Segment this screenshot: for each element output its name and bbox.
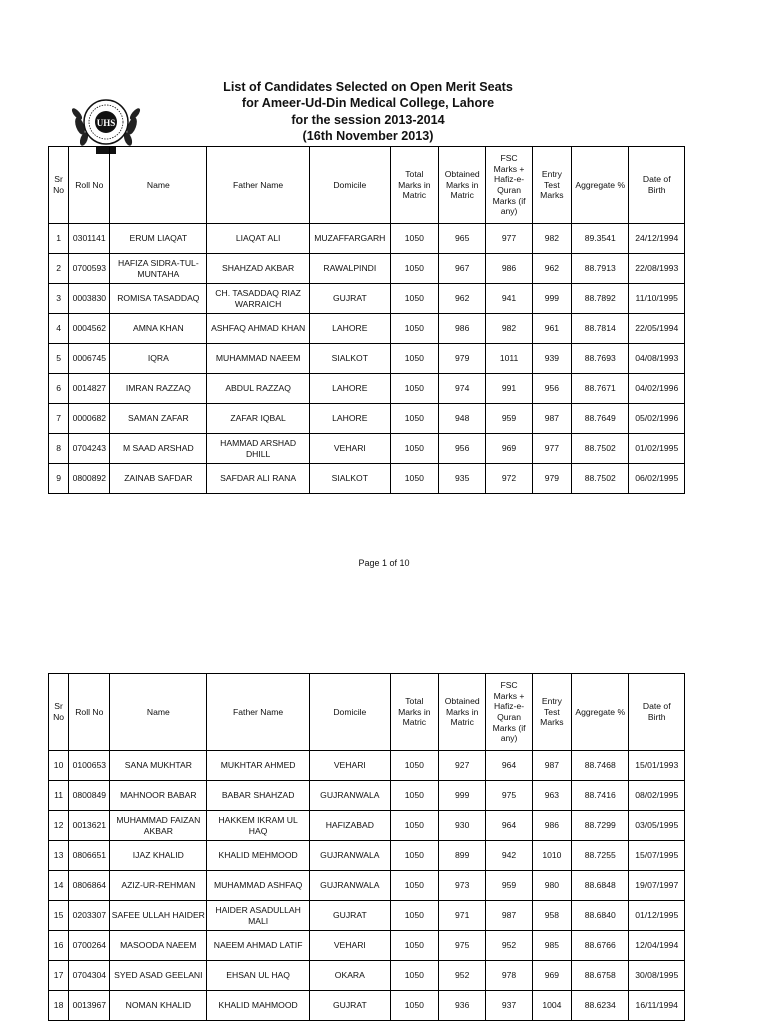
cell-aggregate: 88.6848 [572, 871, 629, 901]
cell-roll-no: 0700593 [69, 254, 110, 284]
cell-father-name: KHALID MEHMOOD [207, 841, 310, 871]
cell-total-marks-matric: 1050 [390, 901, 438, 931]
cell-aggregate: 88.7892 [572, 284, 629, 314]
cell-roll-no: 0004562 [69, 314, 110, 344]
cell-obtained-marks-matric: 973 [439, 871, 486, 901]
cell-father-name: KHALID MAHMOOD [207, 991, 310, 1021]
cell-obtained-marks-matric: 952 [439, 961, 486, 991]
header-name: Name [110, 147, 207, 224]
table-header-row [49, 674, 685, 751]
cell-father-name: ABDUL RAZZAQ [207, 374, 310, 404]
cell-obtained-marks-matric: 965 [439, 224, 486, 254]
cell-father-name: MUHAMMAD ASHFAQ [207, 871, 310, 901]
header-roll-no: Roll No [69, 147, 110, 224]
header-sr-no: Sr No [49, 674, 69, 751]
cell-obtained-marks-matric: 930 [439, 811, 486, 841]
cell-roll-no: 0203307 [69, 901, 110, 931]
cell-name: AZIZ-UR-REHMAN [110, 871, 207, 901]
cell-date-of-birth: 15/07/1995 [629, 841, 685, 871]
cell-father-name: BABAR SHAHZAD [207, 781, 310, 811]
cell-name: SAMAN ZAFAR [110, 404, 207, 434]
cell-sr-no: 3 [49, 284, 69, 314]
cell-name: AMNA KHAN [110, 314, 207, 344]
cell-fsc-marks: 959 [486, 871, 532, 901]
cell-date-of-birth: 01/12/1995 [629, 901, 685, 931]
cell-fsc-marks: 969 [486, 434, 532, 464]
cell-sr-no: 2 [49, 254, 69, 284]
cell-sr-no: 11 [49, 781, 69, 811]
page-number: Page 1 of 10 [358, 558, 410, 568]
cell-domicile: VEHARI [310, 434, 391, 464]
cell-roll-no: 0301141 [69, 224, 110, 254]
cell-date-of-birth: 19/07/1997 [629, 871, 685, 901]
table-row [49, 871, 685, 901]
cell-obtained-marks-matric: 956 [439, 434, 486, 464]
header-aggregate: Aggregate % [572, 674, 629, 751]
cell-fsc-marks: 941 [486, 284, 532, 314]
cell-aggregate: 88.7649 [572, 404, 629, 434]
cell-obtained-marks-matric: 936 [439, 991, 486, 1021]
cell-date-of-birth: 03/05/1995 [629, 811, 685, 841]
cell-obtained-marks-matric: 979 [439, 344, 486, 374]
cell-domicile: LAHORE [310, 374, 391, 404]
cell-roll-no: 0704243 [69, 434, 110, 464]
cell-total-marks-matric: 1050 [390, 811, 438, 841]
cell-name: ERUM LIAQAT [110, 224, 207, 254]
header-father-name: Father Name [207, 147, 310, 224]
cell-total-marks-matric: 1050 [390, 434, 438, 464]
table-row [49, 961, 685, 991]
cell-total-marks-matric: 1050 [390, 374, 438, 404]
cell-father-name: HAKKEM IKRAM UL HAQ [207, 811, 310, 841]
header-fsc-marks: FSC Marks + Hafiz-e- Quran Marks (if any) [486, 674, 532, 751]
cell-roll-no: 0806864 [69, 871, 110, 901]
header-father-name: Father Name [207, 674, 310, 751]
cell-father-name: CH. TASADDAQ RIAZ WARRAICH [207, 284, 310, 314]
title-line-3: for the session 2013-2014 [291, 112, 445, 127]
cell-domicile: RAWALPINDI [310, 254, 391, 284]
cell-obtained-marks-matric: 971 [439, 901, 486, 931]
cell-aggregate: 88.7502 [572, 434, 629, 464]
table-row [49, 781, 685, 811]
cell-roll-no: 0000682 [69, 404, 110, 434]
cell-obtained-marks-matric: 927 [439, 751, 486, 781]
cell-aggregate: 88.7502 [572, 464, 629, 494]
cell-roll-no: 0700264 [69, 931, 110, 961]
header-date-of-birth: Date of Birth [629, 147, 685, 224]
cell-sr-no: 7 [49, 404, 69, 434]
cell-sr-no: 5 [49, 344, 69, 374]
cell-date-of-birth: 11/10/1995 [629, 284, 685, 314]
cell-total-marks-matric: 1050 [390, 751, 438, 781]
cell-sr-no: 1 [49, 224, 69, 254]
cell-father-name: HAMMAD ARSHAD DHILL [207, 434, 310, 464]
cell-fsc-marks: 937 [486, 991, 532, 1021]
cell-name: MASOODA NAEEM [110, 931, 207, 961]
header-sr-no: Sr No [49, 147, 69, 224]
cell-entry-test-marks: 958 [532, 901, 571, 931]
cell-roll-no: 0014827 [69, 374, 110, 404]
cell-fsc-marks: 1011 [486, 344, 532, 374]
cell-date-of-birth: 04/08/1993 [629, 344, 685, 374]
cell-domicile: GUJRAT [310, 901, 391, 931]
cell-date-of-birth: 15/01/1993 [629, 751, 685, 781]
cell-sr-no: 8 [49, 434, 69, 464]
title-line-4: (16th November 2013) [302, 129, 434, 144]
cell-name: ZAINAB SAFDAR [110, 464, 207, 494]
cell-entry-test-marks: 939 [532, 344, 571, 374]
header-name: Name [110, 674, 207, 751]
header-entry-test-marks: Entry Test Marks [532, 674, 571, 751]
table-row [49, 901, 685, 931]
cell-aggregate: 88.7693 [572, 344, 629, 374]
cell-obtained-marks-matric: 967 [439, 254, 486, 284]
cell-fsc-marks: 982 [486, 314, 532, 344]
cell-father-name: LIAQAT ALI [207, 224, 310, 254]
cell-entry-test-marks: 1004 [532, 991, 571, 1021]
cell-name: MUHAMMAD FAIZAN AKBAR [110, 811, 207, 841]
cell-name: IQRA [110, 344, 207, 374]
cell-date-of-birth: 24/12/1994 [629, 224, 685, 254]
header-roll-no: Roll No [69, 674, 110, 751]
cell-fsc-marks: 991 [486, 374, 532, 404]
cell-domicile: HAFIZABAD [310, 811, 391, 841]
cell-obtained-marks-matric: 999 [439, 781, 486, 811]
cell-date-of-birth: 22/08/1993 [629, 254, 685, 284]
cell-date-of-birth: 22/05/1994 [629, 314, 685, 344]
title-line-2: for Ameer-Ud-Din Medical College, Lahore [241, 96, 495, 111]
cell-roll-no: 0100653 [69, 751, 110, 781]
cell-total-marks-matric: 1050 [390, 991, 438, 1021]
cell-name: IMRAN RAZZAQ [110, 374, 207, 404]
cell-domicile: VEHARI [310, 751, 391, 781]
table-row [49, 404, 685, 434]
cell-entry-test-marks: 986 [532, 811, 571, 841]
cell-aggregate: 88.6840 [572, 901, 629, 931]
cell-aggregate: 88.6758 [572, 961, 629, 991]
cell-date-of-birth: 05/02/1996 [629, 404, 685, 434]
cell-entry-test-marks: 956 [532, 374, 571, 404]
header-obtained-marks-matric: Obtained Marks in Matric [439, 147, 486, 224]
cell-sr-no: 6 [49, 374, 69, 404]
cell-father-name: MUHAMMAD NAEEM [207, 344, 310, 374]
header-domicile: Domicile [310, 674, 391, 751]
table-row [49, 284, 685, 314]
header-domicile: Domicile [310, 147, 391, 224]
cell-date-of-birth: 08/02/1995 [629, 781, 685, 811]
cell-sr-no: 9 [49, 464, 69, 494]
cell-total-marks-matric: 1050 [390, 464, 438, 494]
cell-date-of-birth: 04/02/1996 [629, 374, 685, 404]
cell-obtained-marks-matric: 975 [439, 931, 486, 961]
cell-total-marks-matric: 1050 [390, 404, 438, 434]
cell-date-of-birth: 16/11/1994 [629, 991, 685, 1021]
cell-father-name: EHSAN UL HAQ [207, 961, 310, 991]
cell-roll-no: 0013967 [69, 991, 110, 1021]
cell-total-marks-matric: 1050 [390, 931, 438, 961]
cell-date-of-birth: 30/08/1995 [629, 961, 685, 991]
table-row [49, 344, 685, 374]
cell-domicile: GUJRANWALA [310, 871, 391, 901]
cell-fsc-marks: 987 [486, 901, 532, 931]
table-row [49, 314, 685, 344]
cell-entry-test-marks: 987 [532, 404, 571, 434]
cell-roll-no: 0800849 [69, 781, 110, 811]
cell-roll-no: 0800892 [69, 464, 110, 494]
cell-aggregate: 89.3541 [572, 224, 629, 254]
cell-fsc-marks: 942 [486, 841, 532, 871]
merit-table-page-2 [48, 673, 685, 1021]
header-obtained-marks-matric: Obtained Marks in Matric [439, 674, 486, 751]
cell-aggregate: 88.7671 [572, 374, 629, 404]
cell-fsc-marks: 959 [486, 404, 532, 434]
cell-father-name: SHAHZAD AKBAR [207, 254, 310, 284]
cell-name: ROMISA TASADDAQ [110, 284, 207, 314]
cell-obtained-marks-matric: 935 [439, 464, 486, 494]
cell-roll-no: 0006745 [69, 344, 110, 374]
cell-obtained-marks-matric: 962 [439, 284, 486, 314]
cell-total-marks-matric: 1050 [390, 781, 438, 811]
cell-roll-no: 0013621 [69, 811, 110, 841]
cell-date-of-birth: 06/02/1995 [629, 464, 685, 494]
table-row [49, 811, 685, 841]
cell-entry-test-marks: 961 [532, 314, 571, 344]
cell-entry-test-marks: 985 [532, 931, 571, 961]
cell-fsc-marks: 975 [486, 781, 532, 811]
cell-domicile: LAHORE [310, 404, 391, 434]
cell-father-name: SAFDAR ALI RANA [207, 464, 310, 494]
cell-sr-no: 12 [49, 811, 69, 841]
header-fsc-marks: FSC Marks + Hafiz-e- Quran Marks (if any) [486, 147, 532, 224]
table-row [49, 841, 685, 871]
cell-total-marks-matric: 1050 [390, 284, 438, 314]
cell-total-marks-matric: 1050 [390, 344, 438, 374]
cell-total-marks-matric: 1050 [390, 224, 438, 254]
header-total-marks-matric: Total Marks in Matric [390, 674, 438, 751]
cell-father-name: ZAFAR IQBAL [207, 404, 310, 434]
cell-date-of-birth: 12/04/1994 [629, 931, 685, 961]
cell-father-name: ASHFAQ AHMAD KHAN [207, 314, 310, 344]
cell-domicile: MUZAFFARGARH [310, 224, 391, 254]
cell-sr-no: 15 [49, 901, 69, 931]
cell-date-of-birth: 01/02/1995 [629, 434, 685, 464]
cell-roll-no: 0704304 [69, 961, 110, 991]
cell-domicile: GUJRANWALA [310, 781, 391, 811]
cell-obtained-marks-matric: 974 [439, 374, 486, 404]
cell-entry-test-marks: 979 [532, 464, 571, 494]
cell-domicile: GUJRANWALA [310, 841, 391, 871]
cell-aggregate: 88.7814 [572, 314, 629, 344]
cell-entry-test-marks: 962 [532, 254, 571, 284]
cell-sr-no: 4 [49, 314, 69, 344]
cell-fsc-marks: 972 [486, 464, 532, 494]
table-row [49, 434, 685, 464]
cell-sr-no: 16 [49, 931, 69, 961]
cell-sr-no: 13 [49, 841, 69, 871]
table-row [49, 931, 685, 961]
cell-domicile: SIALKOT [310, 344, 391, 374]
header-aggregate: Aggregate % [572, 147, 629, 224]
cell-fsc-marks: 952 [486, 931, 532, 961]
header-date-of-birth: Date of Birth [629, 674, 685, 751]
cell-aggregate: 88.7299 [572, 811, 629, 841]
cell-domicile: GUJRAT [310, 991, 391, 1021]
cell-domicile: OKARA [310, 961, 391, 991]
cell-father-name: HAIDER ASADULLAH MALI [207, 901, 310, 931]
table-row [49, 464, 685, 494]
cell-name: MAHNOOR BABAR [110, 781, 207, 811]
cell-fsc-marks: 978 [486, 961, 532, 991]
cell-roll-no: 0003830 [69, 284, 110, 314]
cell-aggregate: 88.6766 [572, 931, 629, 961]
cell-aggregate: 88.7416 [572, 781, 629, 811]
cell-name: SAFEE ULLAH HAIDER [110, 901, 207, 931]
cell-obtained-marks-matric: 948 [439, 404, 486, 434]
cell-sr-no: 17 [49, 961, 69, 991]
cell-entry-test-marks: 982 [532, 224, 571, 254]
cell-aggregate: 88.7468 [572, 751, 629, 781]
cell-entry-test-marks: 977 [532, 434, 571, 464]
cell-entry-test-marks: 980 [532, 871, 571, 901]
cell-entry-test-marks: 1010 [532, 841, 571, 871]
cell-domicile: VEHARI [310, 931, 391, 961]
cell-total-marks-matric: 1050 [390, 314, 438, 344]
cell-aggregate: 88.7255 [572, 841, 629, 871]
cell-aggregate: 88.6234 [572, 991, 629, 1021]
cell-entry-test-marks: 999 [532, 284, 571, 314]
cell-obtained-marks-matric: 986 [439, 314, 486, 344]
cell-total-marks-matric: 1050 [390, 871, 438, 901]
table-row [49, 374, 685, 404]
cell-entry-test-marks: 969 [532, 961, 571, 991]
seal-monogram: UHS [96, 118, 116, 128]
cell-sr-no: 10 [49, 751, 69, 781]
cell-name: HAFIZA SIDRA-TUL-MUNTAHA [110, 254, 207, 284]
table-header-row [49, 147, 685, 224]
header-entry-test-marks: Entry Test Marks [532, 147, 571, 224]
cell-aggregate: 88.7913 [572, 254, 629, 284]
cell-total-marks-matric: 1050 [390, 961, 438, 991]
title-line-1: List of Candidates Selected on Open Merit Seats [223, 80, 513, 94]
cell-roll-no: 0806651 [69, 841, 110, 871]
cell-fsc-marks: 977 [486, 224, 532, 254]
table-row [49, 751, 685, 781]
cell-fsc-marks: 964 [486, 811, 532, 841]
cell-sr-no: 18 [49, 991, 69, 1021]
cell-name: M SAAD ARSHAD [110, 434, 207, 464]
cell-father-name: MUKHTAR AHMED [207, 751, 310, 781]
cell-domicile: GUJRAT [310, 284, 391, 314]
cell-sr-no: 14 [49, 871, 69, 901]
cell-name: SYED ASAD GEELANI [110, 961, 207, 991]
table-row [49, 991, 685, 1021]
cell-domicile: SIALKOT [310, 464, 391, 494]
cell-entry-test-marks: 963 [532, 781, 571, 811]
cell-father-name: NAEEM AHMAD LATIF [207, 931, 310, 961]
cell-name: SANA MUKHTAR [110, 751, 207, 781]
header-total-marks-matric: Total Marks in Matric [390, 147, 438, 224]
table-row [49, 254, 685, 284]
cell-name: IJAZ KHALID [110, 841, 207, 871]
table-row [49, 224, 685, 254]
document-title [150, 79, 586, 145]
merit-table-page-1 [48, 146, 685, 494]
cell-fsc-marks: 964 [486, 751, 532, 781]
cell-total-marks-matric: 1050 [390, 841, 438, 871]
cell-name: NOMAN KHALID [110, 991, 207, 1021]
cell-obtained-marks-matric: 899 [439, 841, 486, 871]
cell-entry-test-marks: 987 [532, 751, 571, 781]
cell-fsc-marks: 986 [486, 254, 532, 284]
cell-total-marks-matric: 1050 [390, 254, 438, 284]
cell-domicile: LAHORE [310, 314, 391, 344]
